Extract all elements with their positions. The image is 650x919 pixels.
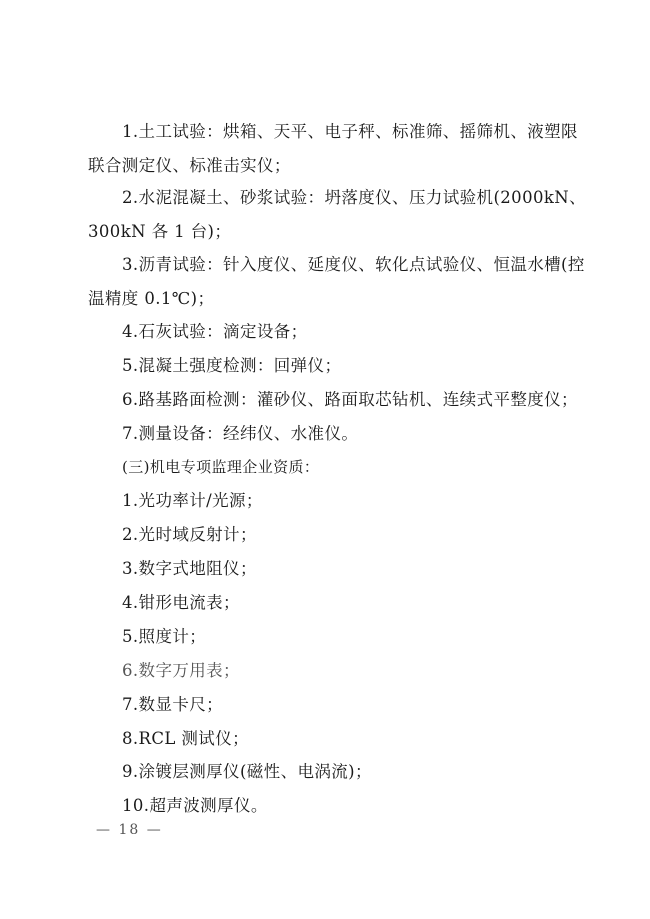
list-item: 8.RCL 测试仪；	[122, 729, 249, 748]
list-item: 5.照度计；	[122, 627, 207, 646]
line-roadbed-pavement: 6.路基路面检测：灌砂仪、路面取芯钻机、连续式平整度仪；	[122, 390, 578, 409]
list-item: 4.钳形电流表；	[122, 593, 240, 612]
section-heading: (三)机电专项监理企业资质：	[122, 458, 320, 476]
line-lime-test: 4.石灰试验：滴定设备；	[122, 322, 308, 341]
paragraph-concrete-mortar-tests: 2.水泥混凝土、砂浆试验：坍落度仪、压力试验机(2000kN、300kN 各 1 台)；	[88, 188, 587, 241]
paragraph-asphalt-tests: 3.沥青试验：针入度仪、延度仪、软化点试验仪、恒温水槽(控温精度 0.1℃)；	[88, 255, 585, 308]
list-item: 6.数字万用表；	[122, 661, 240, 680]
list-item: 3.数字式地阻仪；	[122, 559, 257, 578]
list-item: 10.超声波测厚仪。	[122, 796, 268, 815]
list-item: 2.光时域反射计；	[122, 525, 257, 544]
line-concrete-strength: 5.混凝土强度检测：回弹仪；	[122, 356, 342, 375]
list-item: 7.数显卡尺；	[122, 695, 224, 714]
list-item: 9.涂镀层测厚仪(磁性、电涡流)；	[122, 762, 372, 781]
paragraph-geotechnical-tests: 1.土工试验：烘箱、天平、电子秤、标准筛、摇筛机、液塑限联合测定仪、标准击实仪；	[88, 122, 578, 175]
list-item: 1.光功率计/光源；	[122, 491, 263, 510]
page-number: — 18 —	[96, 822, 163, 838]
line-survey-equipment: 7.测量设备：经纬仪、水准仪。	[122, 424, 359, 443]
